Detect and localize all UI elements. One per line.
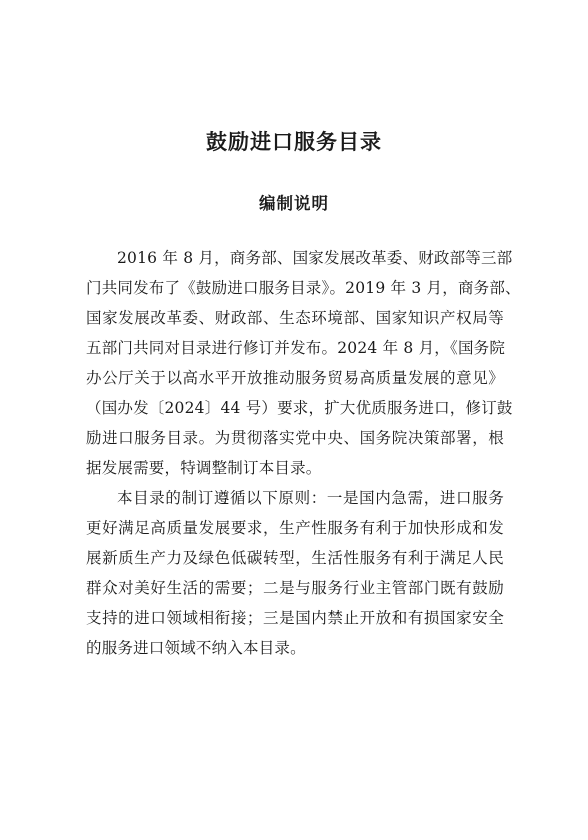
page-title: 鼓励进口服务目录 [206, 129, 382, 154]
paragraph-line: 门共同发布了《鼓励进口服务目录》。2019 年 3 月，商务部、 [86, 279, 521, 297]
paragraph-line: 据发展需要，特调整制订本目录。 [86, 459, 322, 477]
paragraph-line: 支持的进口领域相衔接；三是国内禁止开放和有损国家安全 [86, 609, 504, 627]
paragraph-line: 国家发展改革委、财政部、生态环境部、国家知识产权局等 [86, 309, 504, 327]
section-subtitle: 编制说明 [259, 194, 329, 213]
paragraph-line: （国办发〔2024〕44 号）要求，扩大优质服务进口，修订鼓 [86, 399, 513, 417]
paragraph-line: 的服务进口领域不纳入本目录。 [86, 639, 306, 657]
paragraph-1 [86, 243, 521, 483]
paragraph-line: 更好满足高质量发展要求，生产性服务有利于加快形成和发 [86, 519, 504, 537]
paragraph-line: 2016 年 8 月，商务部、国家发展改革委、财政部等三部 [117, 249, 513, 267]
paragraph-line: 展新质生产力及绿色低碳转型，生活性服务有利于满足人民 [86, 549, 504, 567]
document-body [86, 243, 521, 663]
paragraph-line: 办公厅关于以高水平开放推动服务贸易高质量发展的意见》 [86, 369, 504, 387]
paragraph-2 [86, 483, 504, 663]
paragraph-line: 五部门共同对目录进行修订并发布。2024 年 8 月，《国务院 [86, 339, 506, 357]
paragraph-line: 励进口服务目录。为贯彻落实党中央、国务院决策部署，根 [86, 429, 504, 447]
paragraph-line: 群众对美好生活的需要；二是与服务行业主管部门既有鼓励 [86, 579, 504, 597]
paragraph-line: 本目录的制订遵循以下原则：一是国内急需，进口服务 [117, 489, 504, 507]
